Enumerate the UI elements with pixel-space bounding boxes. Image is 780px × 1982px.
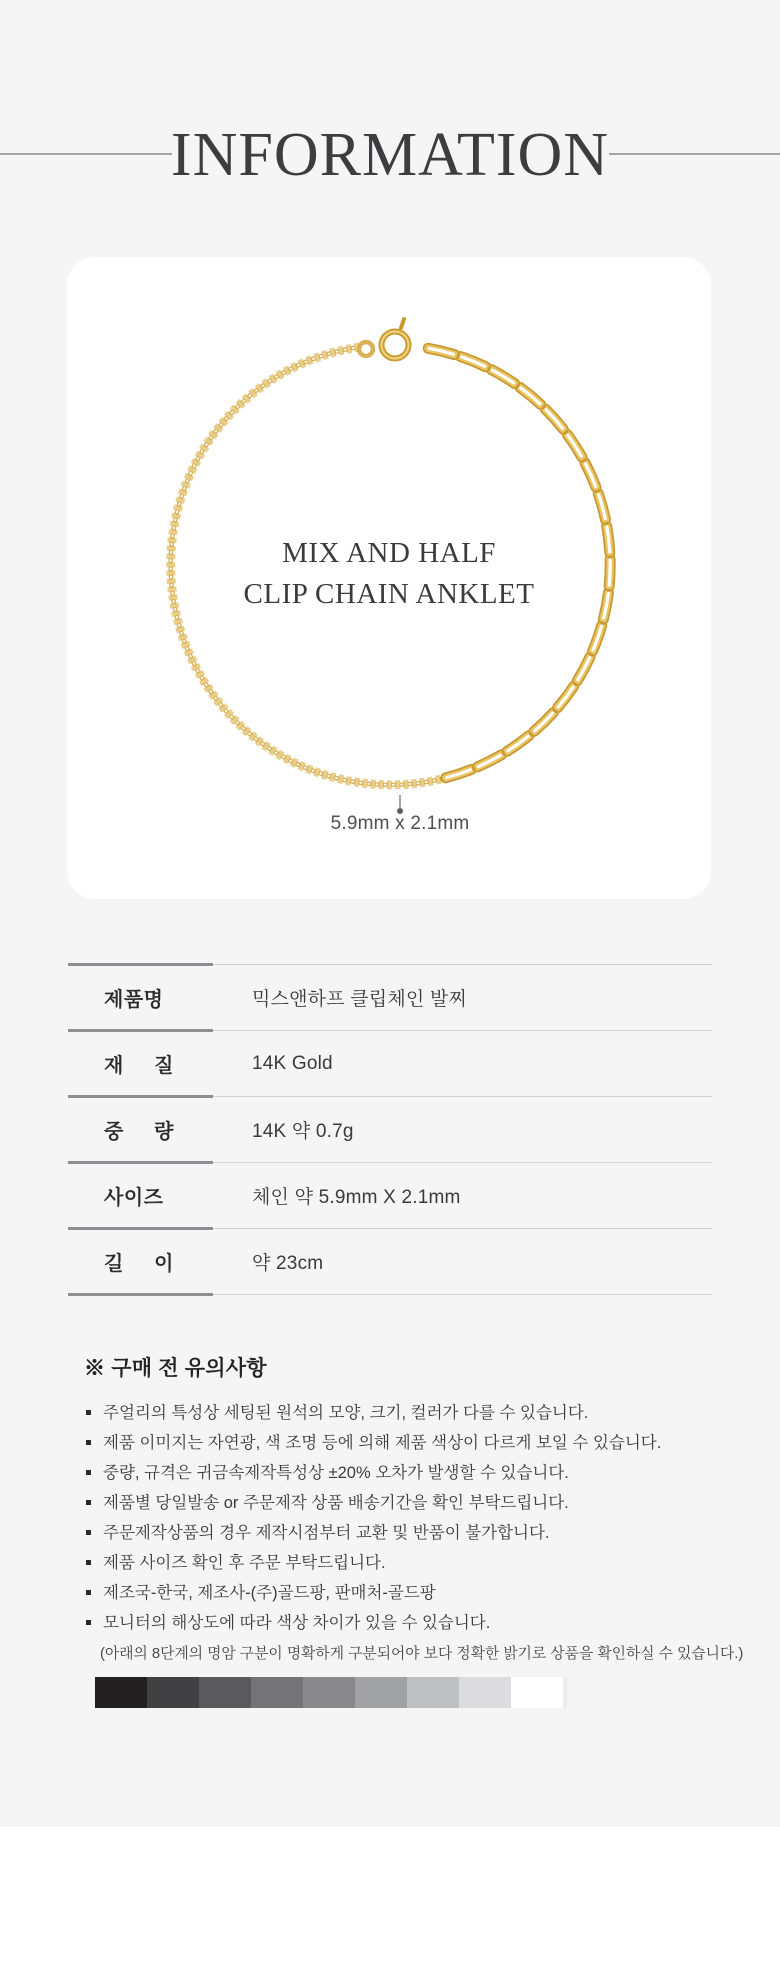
table-row bbox=[68, 966, 712, 1029]
spec-value-product-name: 믹스앤하프 클립체인 발찌 bbox=[252, 989, 468, 1010]
notice-item: 제품 이미지는 자연광, 색 조명 등에 의해 제품 색상이 다르게 보일 수 있습니다. bbox=[84, 1428, 744, 1458]
spec-value-length: 약 23cm bbox=[252, 1253, 324, 1274]
grayscale-step bbox=[199, 1677, 251, 1708]
spec-label-size: 사이즈 bbox=[104, 1187, 164, 1209]
grayscale-calibration-bar bbox=[95, 1677, 567, 1708]
notice-item: 제품별 당일발송 or 주문제작 상품 배송기간을 확인 부탁드립니다. bbox=[84, 1488, 744, 1518]
spec-label-weight: 중 량 bbox=[104, 1121, 174, 1143]
notice-item: 모니터의 해상도에 따라 색상 차이가 있을 수 있습니다. bbox=[84, 1608, 744, 1638]
spec-label-product-name: 제품명 bbox=[104, 989, 164, 1011]
jump-ring-icon bbox=[359, 342, 373, 356]
table-row bbox=[68, 1230, 712, 1293]
spec-value-weight: 14K 약 0.7g bbox=[252, 1121, 354, 1142]
grayscale-step bbox=[303, 1677, 355, 1708]
table-row bbox=[68, 1032, 712, 1095]
table-separator bbox=[68, 1029, 712, 1032]
grayscale-step bbox=[459, 1677, 511, 1708]
footer-whitespace bbox=[0, 1827, 780, 1982]
clasp-nub-icon bbox=[401, 319, 404, 328]
notice-item: 제품 사이즈 확인 후 주문 부탁드립니다. bbox=[84, 1548, 744, 1578]
page-title: INFORMATION bbox=[170, 121, 610, 189]
notice-heading: ※ 구매 전 유의사항 bbox=[84, 1357, 267, 1380]
grayscale-step bbox=[407, 1677, 459, 1708]
information-header bbox=[0, 110, 780, 200]
notice-list bbox=[84, 1398, 744, 1638]
table-separator bbox=[68, 1227, 712, 1230]
table-separator bbox=[68, 1095, 712, 1098]
spec-table bbox=[68, 963, 712, 1296]
product-card-title bbox=[67, 533, 711, 615]
chain-dimension-label: 5.9mm x 2.1mm bbox=[330, 813, 470, 834]
table-row bbox=[68, 1098, 712, 1161]
product-card-title-line2: CLIP CHAIN ANKLET bbox=[243, 578, 535, 610]
spec-label-material: 재 질 bbox=[104, 1055, 174, 1077]
grayscale-step bbox=[147, 1677, 199, 1708]
product-image-card bbox=[67, 257, 711, 899]
spec-label-length: 길 이 bbox=[104, 1253, 174, 1275]
grayscale-step bbox=[251, 1677, 303, 1708]
notice-section bbox=[84, 1352, 744, 1708]
grayscale-step bbox=[355, 1677, 407, 1708]
grayscale-endcap bbox=[563, 1677, 567, 1708]
table-row bbox=[68, 1164, 712, 1227]
table-separator bbox=[68, 1161, 712, 1164]
table-separator bbox=[68, 963, 712, 966]
notice-item: 주얼리의 특성상 세팅된 원석의 모양, 크기, 컬러가 다를 수 있습니다. bbox=[84, 1398, 744, 1428]
notice-subnote: (아래의 8단계의 명암 구분이 명확하게 구분되어야 보다 정확한 밝기로 상품을 확인하실 수 있습니다.) bbox=[100, 1646, 744, 1662]
grayscale-step bbox=[511, 1677, 563, 1708]
notice-item: 주문제작상품의 경우 제작시점부터 교환 및 반품이 불가합니다. bbox=[84, 1518, 744, 1548]
table-separator bbox=[68, 1293, 712, 1296]
spec-value-material: 14K Gold bbox=[252, 1052, 333, 1074]
grayscale-step bbox=[95, 1677, 147, 1708]
spec-value-size: 체인 약 5.9mm X 2.1mm bbox=[252, 1187, 461, 1208]
product-card-title-line1: MIX AND HALF bbox=[282, 537, 496, 569]
notice-item: 중량, 규격은 귀금속제작특성상 ±20% 오차가 발생할 수 있습니다. bbox=[84, 1458, 744, 1488]
notice-item: 제조국-한국, 제조사-(주)골드팡, 판매처-골드팡 bbox=[84, 1578, 744, 1608]
